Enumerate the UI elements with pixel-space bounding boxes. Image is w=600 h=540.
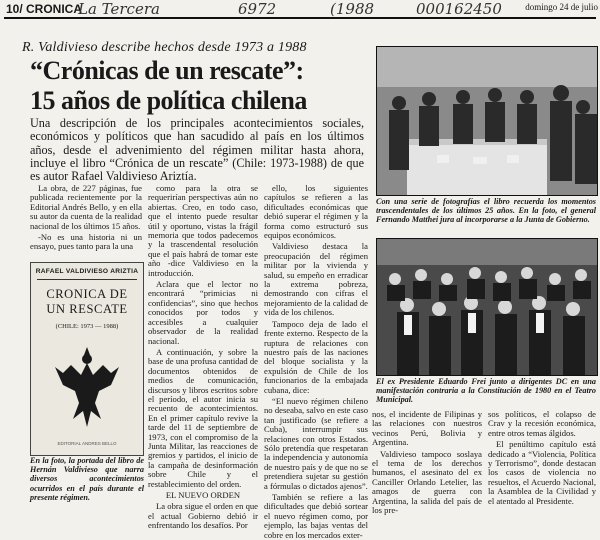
photo1-caption: Con una serie de fotografías el libro recuerda los momentos trascendentales de los últimos 25 años. En la foto, el general Fernando Matthei jura al incorporarse a la Junta de Gobierno.: [376, 197, 596, 225]
photo-swearing-in-image: [377, 47, 597, 195]
book-cover-publisher: EDITORIAL ANDRES BELLO: [57, 441, 117, 446]
article-kicker: R. Valdivieso describe hechos desde 1973 a 1988: [22, 40, 307, 55]
handwritten-code: 000162450: [416, 0, 502, 18]
photo-swearing-in: [376, 46, 598, 196]
photo-theatre: [376, 238, 598, 376]
body-column-4: [372, 409, 482, 516]
article-title-line1: “Crónicas de un rescate”:: [30, 56, 304, 85]
body-paragraph: La obra, de 227 páginas, fue publicada recientemente por la Editorial Andrés Bello, y en ella su autor da cuenta de la realidad nacional de los últimos 15 años.: [30, 183, 142, 231]
body-paragraph: Aclara que el lector no encontrará “primicias ni confidencias”, sino que hechos conocidos por todos y accesibles a cualquier observador de la realidad nacional.: [148, 279, 258, 346]
book-cover-title-line2: UN RESCATE: [46, 302, 128, 316]
photo2-caption: El ex Presidente Eduardo Frei junto a dirigentes DC en una manifestación contraria a la Constitución de 1980 en el Teatro Municipal.: [376, 377, 596, 405]
body-paragraph: ello, los siguientes capítulos se refieren a las dificultades económicas que debió superar el régimen y la forma como estructuró sus equipos económicos.: [264, 183, 368, 241]
book-cover: [30, 262, 144, 456]
body-column-5: [488, 410, 596, 512]
body-paragraph: Tampoco deja de lado el frente externo. Respecto de la ruptura de relaciones con nuestro país de las naciones del bloque socialista y la expulsión de Chile de los funcionarios de la embajada cubana, dice:: [264, 318, 368, 395]
handwritten-year: (1988: [330, 0, 375, 18]
body-paragraph: nos, el incidente de Filipinas y las relaciones con nuestros vecinos Perú, Bolivia y Argentina.: [372, 409, 482, 448]
body-paragraph: -No es una historia ni un ensayo, pues tanto para la una: [30, 232, 142, 252]
article-title-line2: 15 años de política chilena: [30, 86, 307, 115]
body-paragraph: La obra sigue el orden en que el actual Gobierno debió ir enfrentando los desafíos. Por: [148, 501, 258, 531]
body-paragraph: El penúltimo capítulo está dedicado a “Violencia, Política y Terrorismo”, donde destacan los casos de violencia no resueltos, el Acuerdo Nacional, la Asamblea de la Civilidad y el atentado al Presidente.: [488, 439, 596, 506]
body-paragraph: sos políticos, el colapso de Crav y la recesión económica, entre otros temas álgidos.: [488, 409, 596, 438]
issue-date: domingo 24 de julio: [525, 2, 598, 12]
body-paragraph: Valdivieso tampoco soslaya el tema de los derechos humanos, el asesinato del ex Canciller Orlando Letelier, las amagos de guerra con Argentina, la salida del país de los pre-: [372, 448, 482, 516]
book-cover-title-line1: CRONICA DE: [46, 287, 128, 301]
body-column-3: [264, 183, 368, 540]
book-cover-rule: [37, 279, 137, 280]
photo-theatre-image: [377, 239, 597, 375]
body-paragraph: Valdivieso destaca la preocupación del régimen militar por la vivienda y salud, su empeño en erradicar la extrema pobreza, demostrando con cifras el mejoramiento de la calidad de vida de los chilenos.: [264, 241, 368, 318]
article-lead: Una descripción de los principales acontecimientos sociales, económicos y políticos que han sacudido al país en los últimos años, desde el advenimiento del régimen militar hasta ahora, incluye el libro “Crónica de un rescate” (Chile: 1973-1988) de que es autor Rafael Valdivieso Ariztía.: [30, 116, 364, 184]
body-paragraph: “El nuevo régimen chileno no deseaba, salvo en este caso tan justificado (se refiere a Cuba), interrumpir sus relaciones con otros Estados. Sólo pretendía que respetaran la independencia y autonomía de nuestro país y de que no se pretendiera sujetar su gestión a fórmulas o dictados ajenos”.: [264, 395, 368, 491]
book-cover-title: [31, 287, 143, 317]
section-subhead: EL NUEVO ORDEN: [165, 490, 241, 500]
top-rule: [4, 17, 596, 19]
body-paragraph: También se refiere a las dificultades que debió sortear el nuevo régimen como, por ejemplo, las bajas ventas del cobre en los mercados exter-: [264, 492, 368, 540]
book-cover-author: RAFAEL VALDIVIESO ARIZTIA: [35, 268, 139, 275]
body-paragraph: como para la otra se requerirían perspectivas aún no abiertas. Creo, en todo caso, que el intento puede resultar útil y oportuno, vistas la frágil memoria que todos padecemos y la trascendental resolución que el país habrá de tomar este año -dice Valdivieso en la introducción.: [148, 183, 258, 278]
book-cover-years: (CHILE: 1973 — 1988): [55, 323, 119, 330]
body-column-1: [30, 184, 142, 258]
handwritten-newspaper: La Tercera: [78, 0, 160, 18]
body-paragraph: A continuación, y sobre la base de una profusa cantidad de documentos obtenidos de medios de comunicación, discursos y libros escritos sobre el período, el autor inicia su recuento de acontecimientos. En el primer capítulo revive la tarde del 11 de septiembre de 1973, con el compromiso de la Junta Militar, las reacciones de gremios y partidos, el inicio de la campaña de desinformación sobre Chile y el restablecimiento del orden.: [148, 346, 258, 489]
body-column-2: [148, 183, 258, 531]
eagle-emblem-icon: [51, 341, 123, 437]
handwritten-number: 6972: [238, 0, 277, 18]
section-label: 10/ CRONICA: [6, 2, 83, 16]
book-caption: En la foto, la portada del libro de Hernán Valdivieso que narra diversos acontecimientos ocurridos en el país durante el presente régimen.: [30, 456, 144, 502]
